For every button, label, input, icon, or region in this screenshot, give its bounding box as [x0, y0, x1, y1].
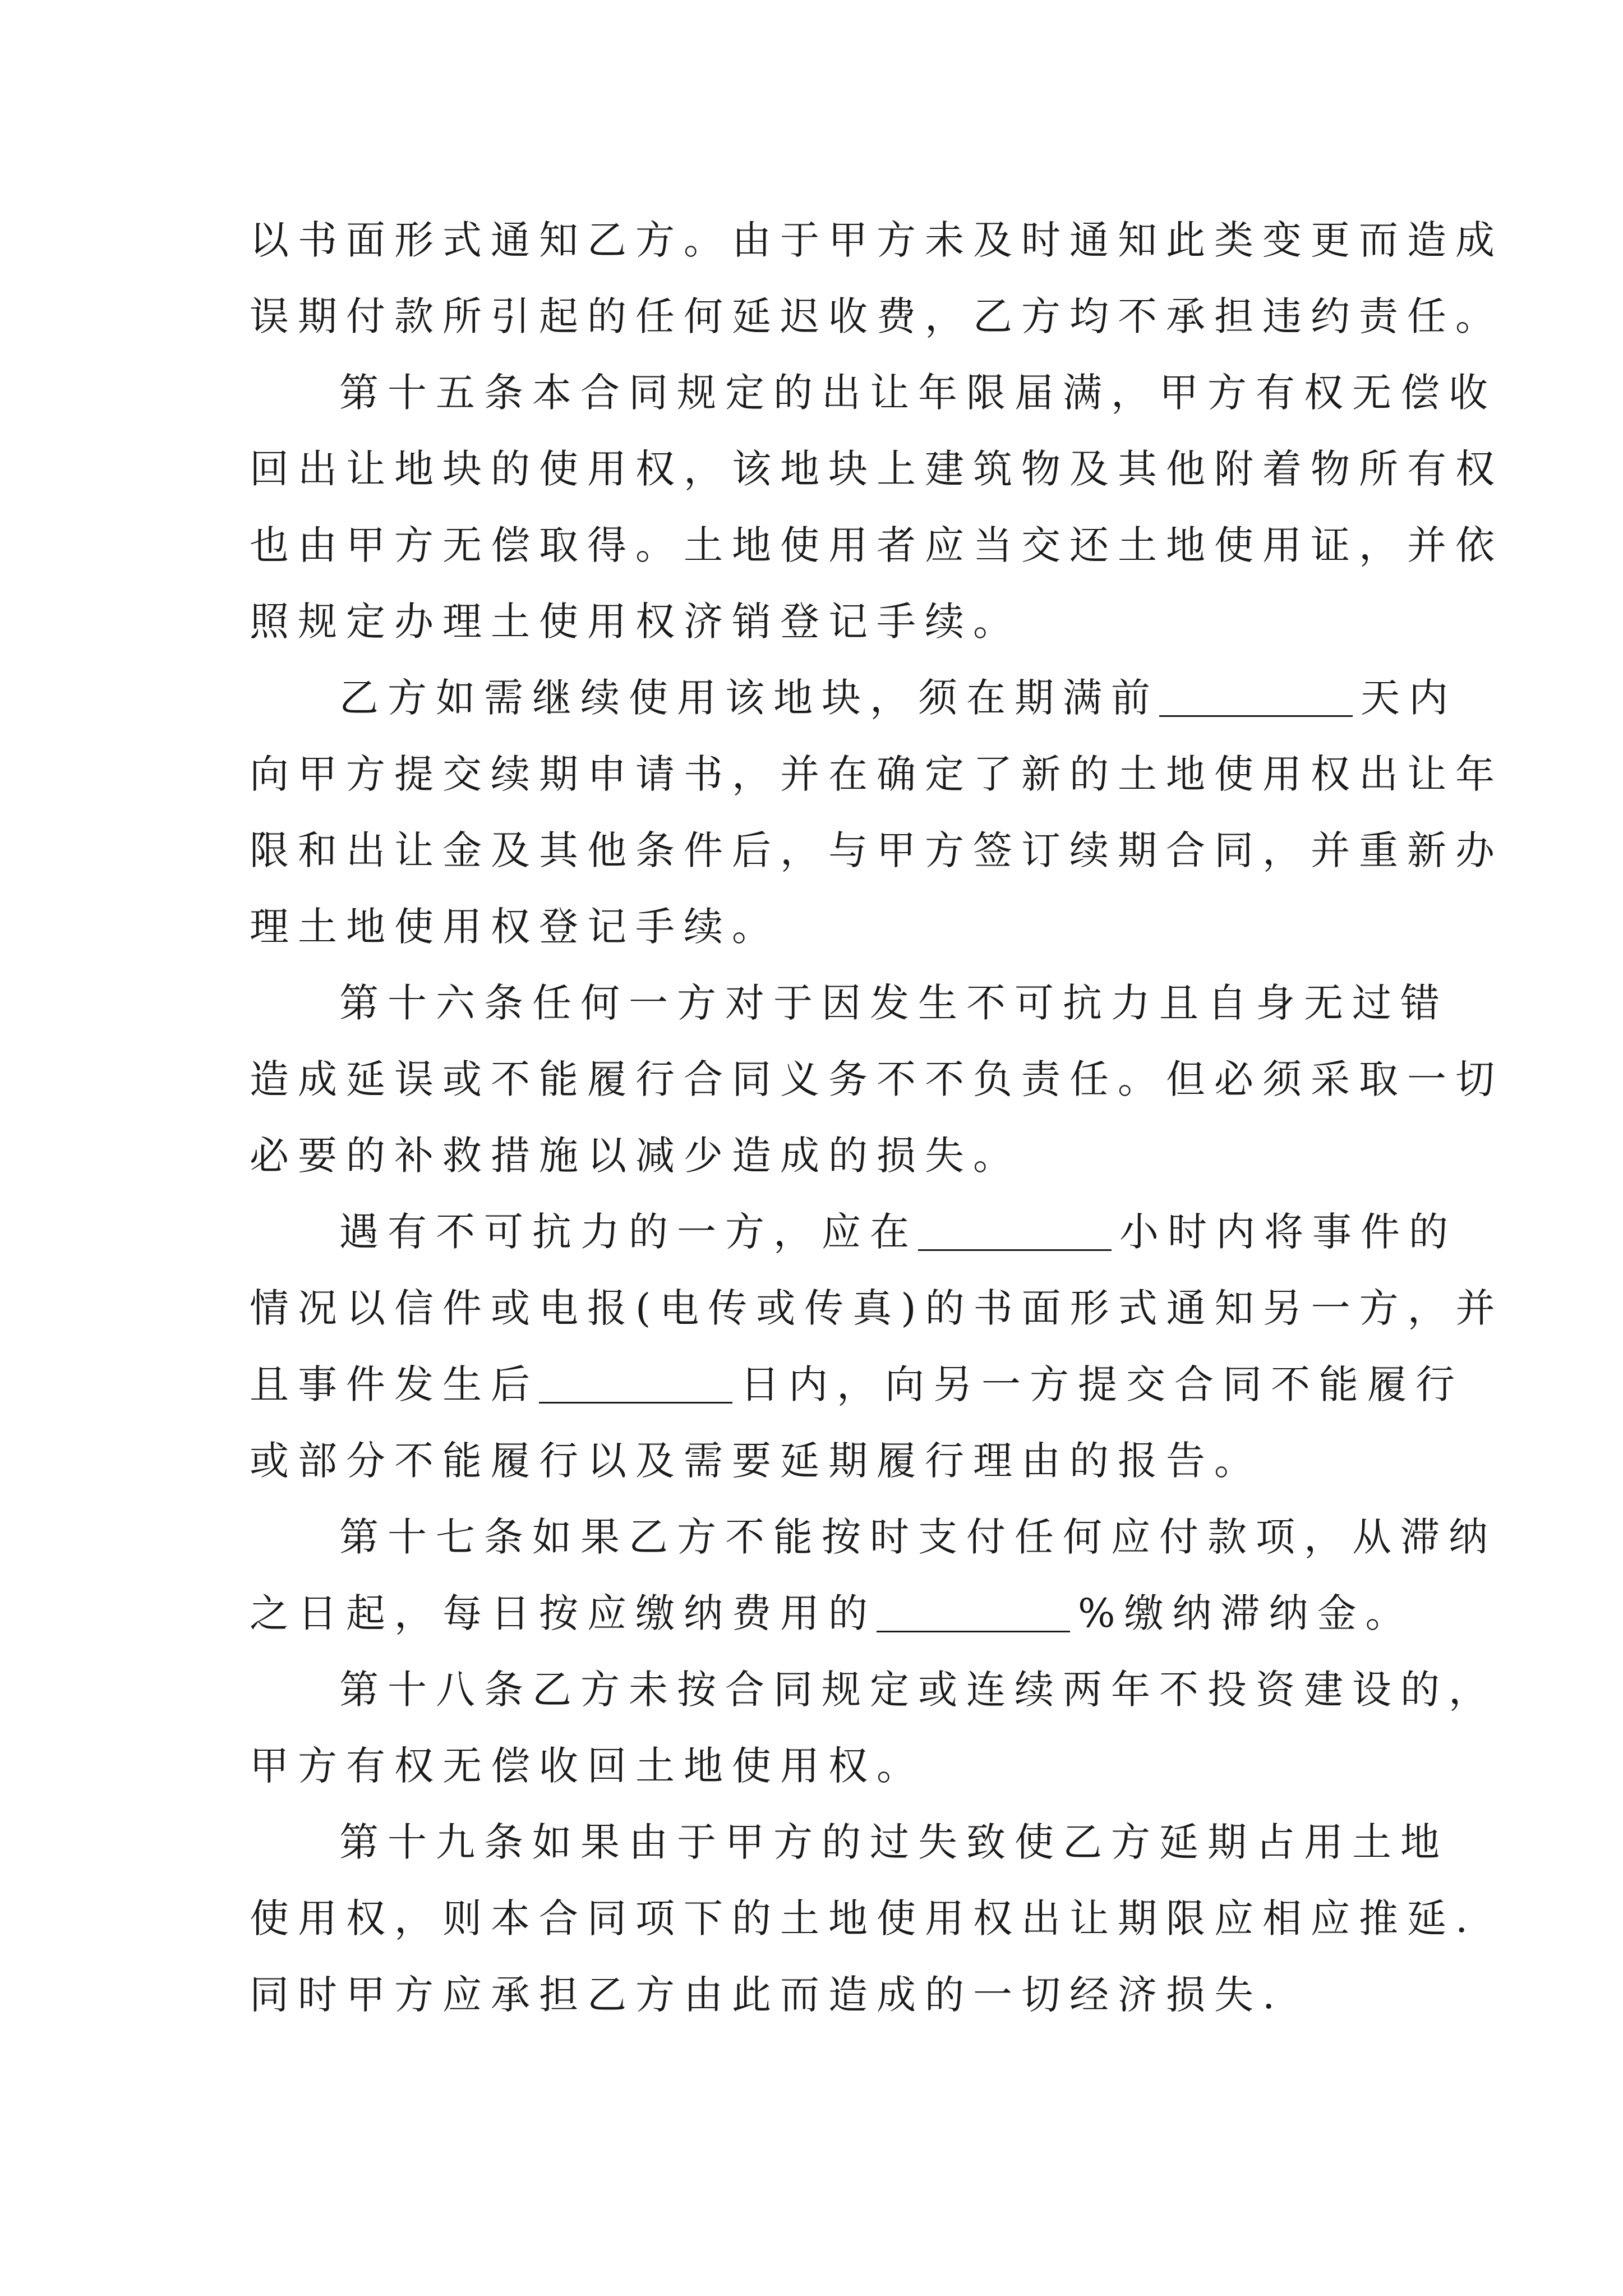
fill-in-blank[interactable]	[1159, 676, 1353, 717]
line-text-after-blank: 日内，向另一方提交合同不能履行	[740, 1361, 1464, 1407]
text-line-with-blank	[250, 1575, 1414, 1651]
renewal-paragraph-line	[250, 660, 1457, 736]
article-16-line: 第十六条任何一方对于因发生不可抗力且自身无过错	[339, 980, 1449, 1026]
text-line: 理土地使用权登记手续。	[250, 904, 780, 950]
article-18-line: 第十八条乙方未按合同规定或连续两年不投资建设的，	[339, 1667, 1497, 1713]
text-line: 造成延误或不能履行合同义务不不负责任。但必须采取一切	[250, 1056, 1504, 1102]
article-15-line: 第十五条本合同规定的出让年限届满，甲方有权无偿收	[339, 370, 1497, 416]
text-line: 甲方有权无偿收回土地使用权。	[250, 1743, 925, 1789]
line-text-after-blank: 天内	[1361, 675, 1457, 721]
line-text-after-blank: 小时内将事件的	[1119, 1209, 1457, 1255]
text-line: 回出让地块的使用权，该地块上建筑物及其他附着物所有权	[250, 446, 1504, 492]
text-line: 误期付款所引起的任何延迟收费，乙方均不承担违约责任。	[250, 293, 1504, 339]
article-17-line: 第十七条如果乙方不能按时支付任何应付款项，从滞纳	[339, 1514, 1497, 1560]
document-body	[250, 202, 1504, 2033]
fill-in-blank[interactable]	[539, 1363, 732, 1404]
text-line: 情况以信件或电报(电传或传真)的书面形式通知另一方，并	[250, 1285, 1504, 1331]
text-line: 同时甲方应承担乙方由此而造成的一切经济损失.	[250, 1972, 1284, 2018]
text-line: 以书面形式通知乙方。由于甲方未及时通知此类变更而造成	[250, 217, 1504, 263]
text-line: 也由甲方无偿取得。土地使用者应当交还土地使用证，并依	[250, 522, 1504, 568]
force-majeure-paragraph-line	[250, 1194, 1457, 1270]
text-line: 向甲方提交续期申请书，并在确定了新的土地使用权出让年	[250, 751, 1504, 797]
line-text-before-blank: 之日起，每日按应缴纳费用的	[250, 1590, 877, 1636]
line-text-after-blank: %缴纳滞纳金。	[1078, 1590, 1414, 1636]
line-text-before-blank: 遇有不可抗力的一方，应在	[339, 1209, 918, 1255]
text-line-with-blank	[250, 1346, 1464, 1423]
fill-in-blank[interactable]	[918, 1210, 1112, 1251]
text-line: 必要的补救措施以减少造成的损失。	[250, 1133, 1021, 1179]
fill-in-blank[interactable]	[877, 1591, 1070, 1632]
article-19-line: 第十九条如果由于甲方的过失致使乙方延期占用土地	[339, 1819, 1449, 1865]
line-text-before-blank: 且事件发生后	[250, 1361, 539, 1407]
text-line: 使用权，则本合同项下的土地使用权出让期限应相应推延.	[250, 1895, 1477, 1941]
text-line: 或部分不能履行以及需要延期履行理由的报告。	[250, 1438, 1262, 1484]
text-line: 照规定办理土使用权济销登记手续。	[250, 599, 1021, 645]
line-text-before-blank: 乙方如需继续使用该地块，须在期满前	[339, 675, 1159, 721]
text-line: 限和出让金及其他条件后，与甲方签订续期合同，并重新办	[250, 827, 1504, 873]
